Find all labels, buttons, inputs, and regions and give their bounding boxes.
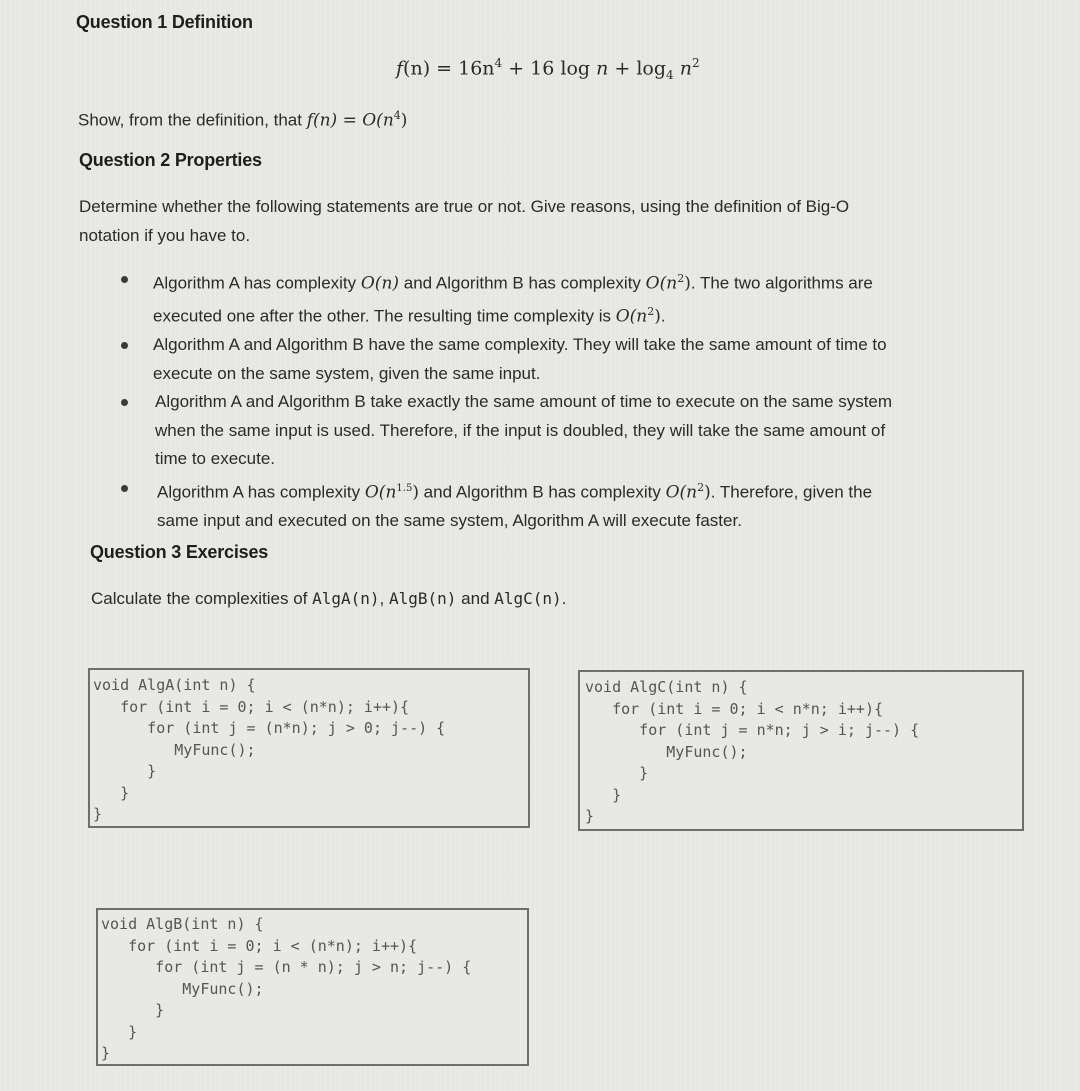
formula-var-c: n — [673, 57, 692, 80]
math: ) — [684, 273, 691, 294]
alga-code: void AlgA(int n) { for (int i = 0; i < (n*n); i++){ for (int j = (n*n); j > 0; j--) { MyFunc(); } } } — [93, 676, 446, 823]
algb-code: void AlgB(int n) { for (int i = 0; i < (n*n); i++){ for (int j = (n * n); j > n; j--) { MyFunc(); } } } — [101, 915, 472, 1062]
q1-formula — [396, 56, 700, 82]
bullet-icon — [121, 399, 128, 406]
statement-1-line2 — [153, 298, 1053, 331]
q2-intro-line1: Determine whether the following statements are true or not. Give reasons, using the definition of Big-O — [79, 197, 850, 216]
formula-var-b: n — [596, 57, 609, 80]
q3-instruction — [91, 584, 566, 613]
algc-ref: AlgC(n) — [494, 589, 562, 608]
text: and Algorithm B has complexity — [418, 482, 666, 502]
math: O(n — [615, 306, 648, 327]
text: and Algorithm B has complexity — [399, 273, 646, 293]
statement-2-line1: Algorithm A and Algorithm B have the same complexity. They will take the same amount of time to — [153, 335, 887, 355]
text: Calculate the complexities of — [91, 589, 313, 608]
bullet-icon — [121, 342, 128, 349]
math: O(n) — [360, 273, 400, 294]
math: O(n — [645, 273, 678, 294]
bullet-icon — [121, 276, 128, 283]
math-exp: 2 — [697, 480, 705, 494]
statement-3 — [153, 388, 1053, 474]
q1-heading: Question 1 Definition — [76, 12, 253, 32]
alga-code-box — [88, 668, 530, 828]
statement-4-line2: same input and executed on the same system, Algorithm A will execute faster. — [157, 510, 742, 530]
text: . — [561, 589, 567, 608]
text: , — [379, 589, 389, 608]
text: . Therefore, given the — [710, 482, 873, 502]
algb-ref: AlgB(n) — [389, 589, 457, 608]
statement-3-line3: time to execute. — [155, 449, 276, 469]
formula-term-b: + 16 log — [502, 57, 597, 80]
q2-statement-list — [153, 265, 1053, 535]
show-math: f(n) = O(n — [306, 110, 394, 131]
q1-show-line — [78, 101, 407, 136]
formula-arg: (n) — [403, 57, 431, 80]
statement-2 — [153, 331, 1053, 388]
statement-4 — [153, 474, 1053, 536]
text: . The two algorithms are — [690, 273, 873, 293]
text: . — [660, 306, 666, 326]
q2-intro — [79, 192, 849, 250]
math: ) — [704, 482, 711, 503]
statement-2-line2: execute on the same system, given the same input. — [153, 363, 541, 383]
q2-heading: Question 2 Properties — [79, 150, 262, 170]
q3-heading: Question 3 Exercises — [90, 542, 269, 562]
math: ) — [654, 306, 661, 327]
bullet-icon — [121, 485, 128, 492]
math-exp: 2 — [677, 272, 685, 285]
math-exp: 2 — [647, 305, 655, 319]
algc-code: void AlgC(int n) { for (int i = 0; i < n*n; i++){ for (int j = n*n; j > i; j--) { MyFunc(); } } } — [585, 678, 920, 825]
statement-4-line1 — [157, 474, 1053, 507]
algb-code-box — [96, 908, 529, 1066]
text: executed one after the other. The resulting time complexity is — [153, 306, 616, 326]
algc-code-box — [578, 670, 1024, 831]
text: Algorithm A has complexity — [153, 273, 361, 293]
math: O(n — [364, 482, 397, 503]
math: O(n — [665, 482, 698, 503]
alga-ref: AlgA(n) — [312, 589, 380, 608]
statement-3-line1: Algorithm A and Algorithm B take exactly the same amount of time to execute on the same system — [155, 392, 893, 412]
statement-3-line2: when the same input is used. Therefore, if the input is doubled, they will take the same amount of — [155, 420, 886, 440]
q2-intro-line2: notation if you have to. — [79, 226, 251, 245]
math: ) — [412, 482, 419, 503]
text: Algorithm A has complexity — [157, 482, 365, 502]
text: and — [456, 589, 495, 608]
formula-f: f — [396, 57, 404, 80]
formula-term-c: + log — [608, 57, 667, 80]
statement-1-line1 — [153, 265, 1053, 298]
formula-term-a: = 16n — [430, 57, 495, 80]
formula-sub-c: 4 — [666, 68, 674, 83]
statement-1 — [153, 265, 1053, 331]
formula-exp-a: 4 — [494, 56, 503, 70]
show-exp: 4 — [393, 109, 401, 122]
math-exp: 1.5 — [396, 482, 413, 494]
show-close: ) — [400, 110, 408, 131]
formula-exp-c: 2 — [691, 56, 700, 70]
show-prefix: Show, from the definition, that — [78, 110, 307, 130]
